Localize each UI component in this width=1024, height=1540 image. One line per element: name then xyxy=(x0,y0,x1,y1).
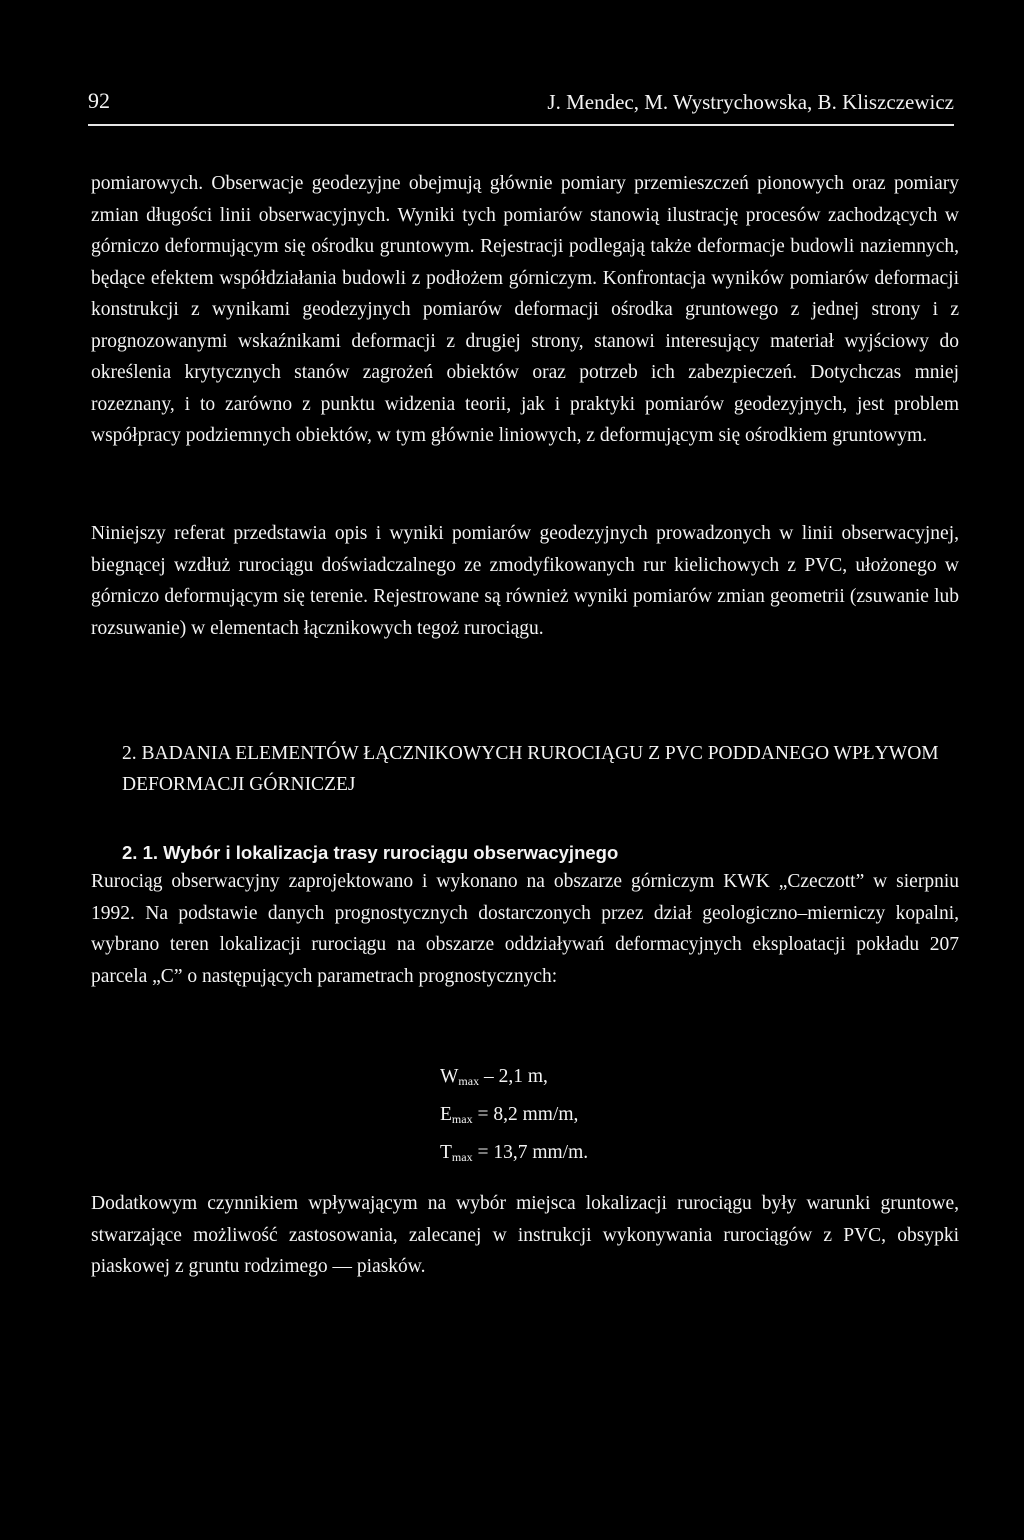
formula-value: – 2,1 m, xyxy=(479,1066,548,1087)
formula-subscript: max xyxy=(458,1074,480,1088)
formula-subscript: max xyxy=(451,1112,473,1126)
running-head-authors: J. Mendec, M. Wystrychowska, B. Kliszczewicz xyxy=(547,90,954,114)
body-paragraph-2-text: Niniejszy referat przedstawia opis i wyniki pomiarów geodezyjnych prowadzonych w linii obserwacyjnej, biegnącej wzdłuż rurociągu doświadczalnego ze zmodyfikowanych rur kielichowych z PVC, ułożonego w górniczo deformującym się terenie. Rejestrowane są również wyniki pomiarów zmian geometrii (zsuwanie lub rozsuwanie) w elementach łącznikowych tegoż rurociągu. xyxy=(91,523,959,639)
formula-w-max xyxy=(440,1060,740,1098)
page-number: 92 xyxy=(88,88,110,113)
formula-symbol: T xyxy=(440,1142,452,1163)
formula-value: = 13,7 mm/m. xyxy=(472,1142,589,1163)
formula-subscript: max xyxy=(451,1150,473,1164)
formula-value: = 8,2 mm/m, xyxy=(472,1104,579,1125)
formula-t-max xyxy=(440,1136,740,1174)
prognostic-parameters xyxy=(440,1060,740,1174)
body-paragraph-1: pomiarowych. Obserwacje geodezyjne obejmują głównie pomiary przemieszczeń pionowych oraz pomiary zmian długości linii obserwacyjnych. Wyniki tych pomiarów stanowią ilustrację procesów zachodzących w górniczo deformującym się ośrodku gruntowym. Rejestracji podlegają także deformacje budowli naziemnych, będące efektem współdziałania budowli z podłożem górniczym. Konfrontacja wyników pomiarów deformacji konstrukcji z wynikami geodezyjnych pomiarów deformacji ośrodka gruntowego z jednej strony i z prognozowanymi wskaźnikami deformacji z drugiej strony, stanowi interesujący materiał wyjściowy do określenia krytycznych stanów zagrożeń obiektów oraz potrzeb ich zabezpieczeń. Dotychczas mniej rozeznany, i to zarówno z punktu widzenia teorii, jak i praktyki pomiarów geodezyjnych, jest problem współpracy podziemnych obiektów, w tym głównie liniowych, z deformującym się ośrodkiem gruntowym. xyxy=(91,173,959,446)
section-heading: 2. BADANIA ELEMENTÓW ŁĄCZNIKOWYCH RUROCIĄGU Z PVC PODDANEGO WPŁYWOM DEFORMACJI GÓRNICZEJ xyxy=(122,743,939,795)
page-header xyxy=(88,88,954,120)
body-paragraph-2 xyxy=(91,518,959,644)
body-paragraph-4: Dodatkowym czynnikiem wpływającym na wybór miejsca lokalizacji rurociągu były warunki gruntowe, stwarzające możliwość zastosowania, zalecanej w instrukcji wykonywania rurociągów z PVC, obsypki piaskowej z gruntu rodzimego — piasków. xyxy=(91,1193,959,1277)
header-rule xyxy=(88,124,954,126)
formula-symbol: W xyxy=(440,1066,459,1087)
formula-e-max xyxy=(440,1098,740,1136)
formula-symbol: E xyxy=(440,1104,452,1125)
subsection-heading: 2. 1. Wybór i lokalizacja trasy rurociągu obserwacyjnego xyxy=(122,842,619,863)
body-paragraph-3: Rurociąg obserwacyjny zaprojektowano i wykonano na obszarze górniczym KWK „Czeczott” w sierpniu 1992. Na podstawie danych prognostycznych dostarczonych przez dział geologiczno–mierniczy kopalni, wybrano teren lokalizacji rurociągu na obszarze oddziaływań deformacyjnych eksploatacji pokładu 207 parcela „C” o następujących parametrach prognostycznych: xyxy=(91,871,959,987)
